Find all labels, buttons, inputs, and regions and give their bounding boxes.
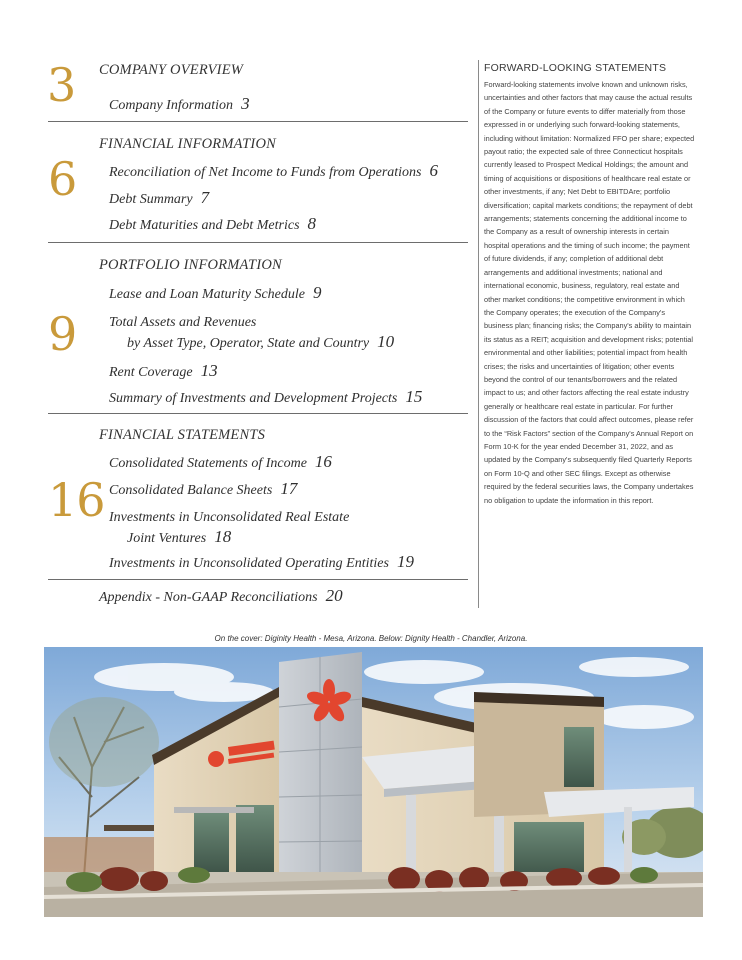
section-heading: COMPANY OVERVIEW <box>99 62 244 78</box>
section-divider <box>48 121 468 122</box>
toc-entry-title: Investments in Unconsolidated Operating Entities <box>109 556 389 571</box>
toc-entry-title: Rent Coverage <box>109 365 193 380</box>
toc-entry-balance-sheets[interactable] <box>109 479 297 499</box>
toc-entry-title: Total Assets and Revenues <box>109 315 257 330</box>
toc-entry-debt-maturities[interactable] <box>109 214 316 234</box>
section-page-number: 9 <box>48 307 77 361</box>
building-photo <box>44 647 703 917</box>
toc-entry-title: Company Information <box>109 98 234 113</box>
toc-entry-page: 9 <box>312 283 322 302</box>
toc-entry-title: Appendix - Non-GAAP Reconciliations <box>99 590 318 605</box>
toc-entry-lease-loan-maturity[interactable] <box>109 283 321 303</box>
column-divider <box>478 60 479 608</box>
section-heading: PORTFOLIO INFORMATION <box>99 257 282 273</box>
toc-entry-unconsolidated-operating[interactable] <box>109 552 414 572</box>
toc-entry-appendix[interactable] <box>99 586 343 606</box>
toc-entry-company-information[interactable] <box>109 94 250 114</box>
section-divider <box>48 413 468 414</box>
toc-entry-title: Reconciliation of Net Income to Funds from Operations <box>109 165 422 180</box>
toc-entry-page: 15 <box>405 387 423 406</box>
toc-entry-page: 6 <box>429 161 438 180</box>
toc-entry-title-line2: by Asset Type, Operator, State and Country <box>127 336 370 351</box>
toc-entry-page: 10 <box>377 332 395 351</box>
toc-entry-page: 3 <box>241 94 250 113</box>
toc-entry-title-line2: Joint Ventures <box>127 531 207 546</box>
toc-entry-investments-development[interactable] <box>109 387 422 407</box>
toc-entry-unconsolidated-jv[interactable] <box>109 508 349 548</box>
toc-entry-total-assets-revenues[interactable] <box>109 313 394 353</box>
section-heading: FINANCIAL STATEMENTS <box>99 427 266 443</box>
toc-entry-title: Consolidated Statements of Income <box>109 456 307 471</box>
toc-entry-page: 18 <box>214 527 232 546</box>
toc-entry-rent-coverage[interactable] <box>109 361 218 381</box>
section-divider <box>48 579 468 580</box>
section-heading: FINANCIAL INFORMATION <box>99 136 276 152</box>
toc-entry-page: 13 <box>200 361 218 380</box>
forward-looking-statements <box>484 62 696 507</box>
photo-caption: On the cover: Diginity Health - Mesa, Arizona. Below: Dignity Health - Chandler, Arizona. <box>214 634 528 643</box>
toc-entry-debt-summary[interactable] <box>109 188 209 208</box>
toc-entry-page: 20 <box>325 586 343 605</box>
toc-entry-page: 17 <box>280 479 298 498</box>
toc-entry-title: Lease and Loan Maturity Schedule <box>109 287 305 302</box>
toc-entry-title: Investments in Unconsolidated Real Estate <box>109 510 350 525</box>
toc-entry-title: Summary of Investments and Development Projects <box>109 391 398 406</box>
section-page-number: 16 <box>48 473 105 527</box>
toc-entry-page: 16 <box>314 452 332 471</box>
toc-entry-reconciliation-ffo[interactable] <box>109 161 438 181</box>
toc-entry-title: Consolidated Balance Sheets <box>109 483 273 498</box>
toc-entry-page: 19 <box>396 552 414 571</box>
section-divider <box>48 242 468 243</box>
toc-entry-statements-income[interactable] <box>109 452 332 472</box>
section-page-number: 3 <box>47 58 76 112</box>
forward-looking-body: Forward-looking statements involve known and unknown risks, uncertainties and other factors that may cause the actual results of the Company or future events to differ materially from those expressed in or underlying such forward-looking statements, including without limitation: Normalized FFO per share; expected payout ratio; the expected sale of three Connecticut hospitals currently leased to Prospect Medical Holdings; the amount and timing of acquisitions or dispositions of healthcare real estate or other investments, if any; Net Debt to EBITDAre; portfolio diversification; capital markets conditions; the repayment of debt arrangements; statements concerning the additional income to the Company as a result of ownership interests in certain hospital operations and the timing of such income; the payment of future dividends, if any; completion of additional debt arrangements and additional investments; national and international economic, business, regulatory, real estate and other market conditions; the competitive environment in which the Company operates; the execution of the Company's business plan; financing risks; the Company's ability to maintain its status as a REIT; acquisition and development risks; potential environmental and other liabilities; potential impact from health crises; the risks and uncertainties of litigation; other events beyond the control of our tenants/borrowers and the related impact to us; and other factors affecting the real estate industry generally or healthcare real estate in particular. For further discussion of the factors that could affect outcomes, please refer to the “Risk Factors” section of the Company's Annual Report on Form 10-K for the year ended December 31, 2022, and as updated by the Company's subsequently filed Quarterly Reports on Form 10-Q and other SEC filings. Except as otherwise required by the federal securities laws, the Company undertakes no obligation to update the information in this report. <box>484 80 695 505</box>
toc-entry-title: Debt Summary <box>109 192 193 207</box>
toc-entry-page: 7 <box>200 188 210 207</box>
toc-entry-title: Debt Maturities and Debt Metrics <box>109 218 300 233</box>
section-page-number: 6 <box>48 152 77 206</box>
toc-entry-page: 8 <box>307 214 317 233</box>
forward-looking-title: FORWARD-LOOKING STATEMENTS <box>484 62 667 74</box>
